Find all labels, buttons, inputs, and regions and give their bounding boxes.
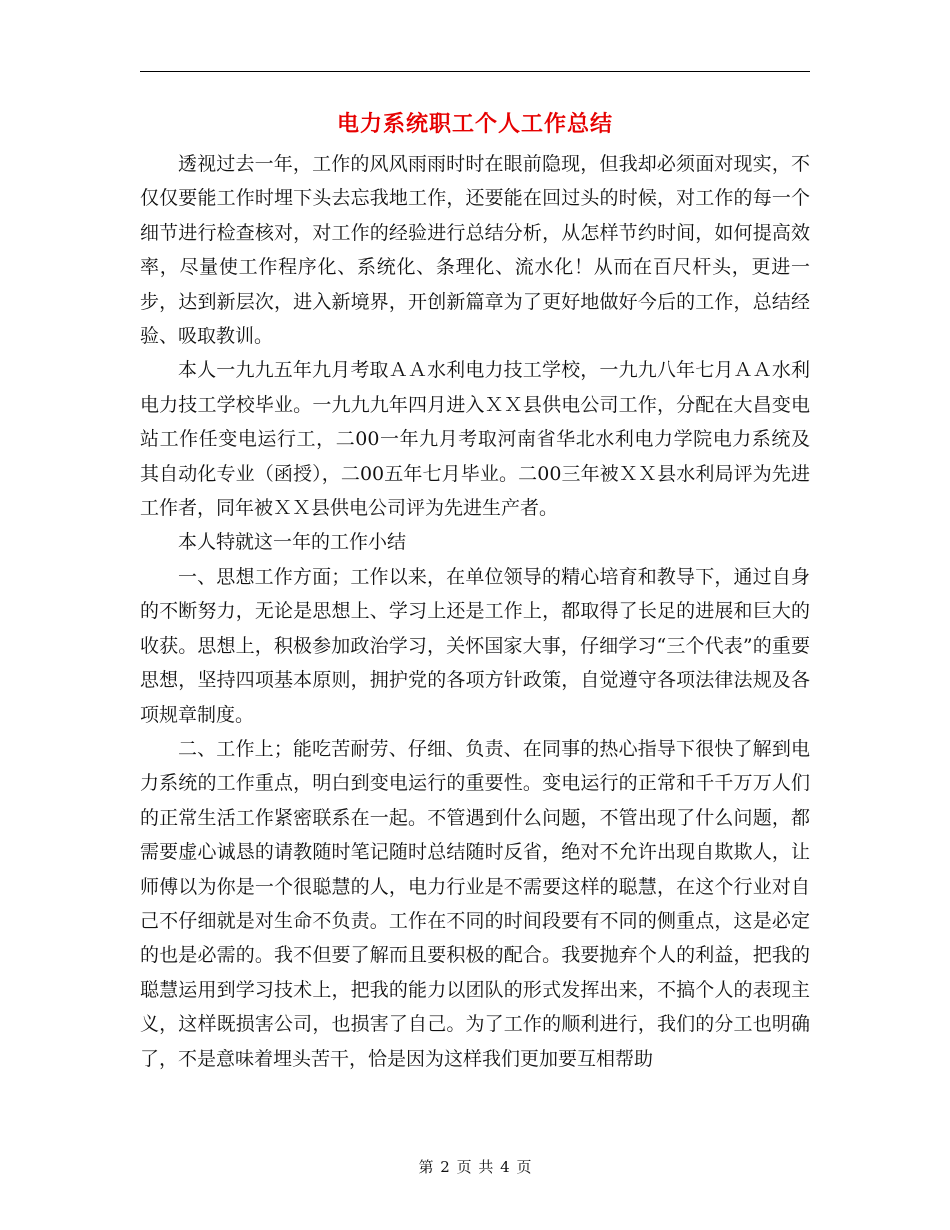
paragraph-summary-lead: 本人特就这一年的工作小结	[178, 531, 407, 554]
paragraph-intro: 透视过去一年，工作的风风雨雨时时在眼前隐现，但我却必须面对现实，不仅仅要能工作时埋下头去忘我地工作，还要能在回过头的时候，对工作的每一个细节进行检查核对，对工作的经验进行总结分析，从怎样节约时间，如何提高效率，尽量使工作程序化、系统化、条理化、流水化！从而在百尺杆头，更进一步，达到新层次，进入新境界，开创新篇章为了更好地做好今后的工作，总结经验、吸取教训。	[140, 153, 810, 348]
document-title: 电力系统职工个人工作总结	[336, 112, 613, 137]
paragraph-work: 二、工作上；能吃苦耐劳、仔细、负责、在同事的热心指导下很快了解到电力系统的工作重点，明白到变电运行的重要性。变电运行的正常和千千万万人们的正常生活工作紧密联系在一起。不管遇到什么问题，不管出现了什么问题，都需要虚心诚恳的请教随时笔记随时总结随时反省，绝对不允许出现自欺欺人，让师傅以为你是一个很聪慧的人，电力行业是不需要这样的聪慧，在这个行业对自己不仔细就是对生命不负责。工作在不同的时间段要有不同的侧重点，这是必定的也是必需的。我不但要了解而且要积极的配合。我要抛弃个人的利益，把我的聪慧运用到学习技术上，把我的能力以团队的形式发挥出来，不搞个人的表现主义，这样既损害公司，也损害了自己。为了工作的顺利进行，我们的分工也明确了，不是意味着埋头苦干，恰是因为这样我们更加要互相帮助	[140, 737, 810, 1070]
header-rule	[140, 71, 810, 72]
document-body	[140, 147, 810, 1076]
paragraph-ideology: 一、思想工作方面；工作以来，在单位领导的精心培育和教导下，通过自身的不断努力，无论是思想上、学习上还是工作上，都取得了长足的进展和巨大的收获。思想上，积极参加政治学习，关怀国家大事，仔细学习“三个代表”的重要思想，坚持四项基本原则，拥护党的各项方针政策，自觉遵守各项法律法规及各项规章制度。	[140, 565, 810, 726]
paragraph-background: 本人一九九五年九月考取ＡＡ水利电力技工学校，一九九八年七月ＡＡ水利电力技工学校毕业。一九九九年四月进入ＸＸ县供电公司工作，分配在大昌变电站工作任变电运行工，二00一年九月考取河南省华北水利电力学院电力系统及其自动化专业（函授），二00五年七月毕业。二00三年被ＸＸ县水利局评为先进工作者，同年被ＸＸ县供电公司评为先进生产者。	[140, 359, 810, 520]
page-footer: 第 2 页 共 4 页	[418, 1158, 532, 1176]
